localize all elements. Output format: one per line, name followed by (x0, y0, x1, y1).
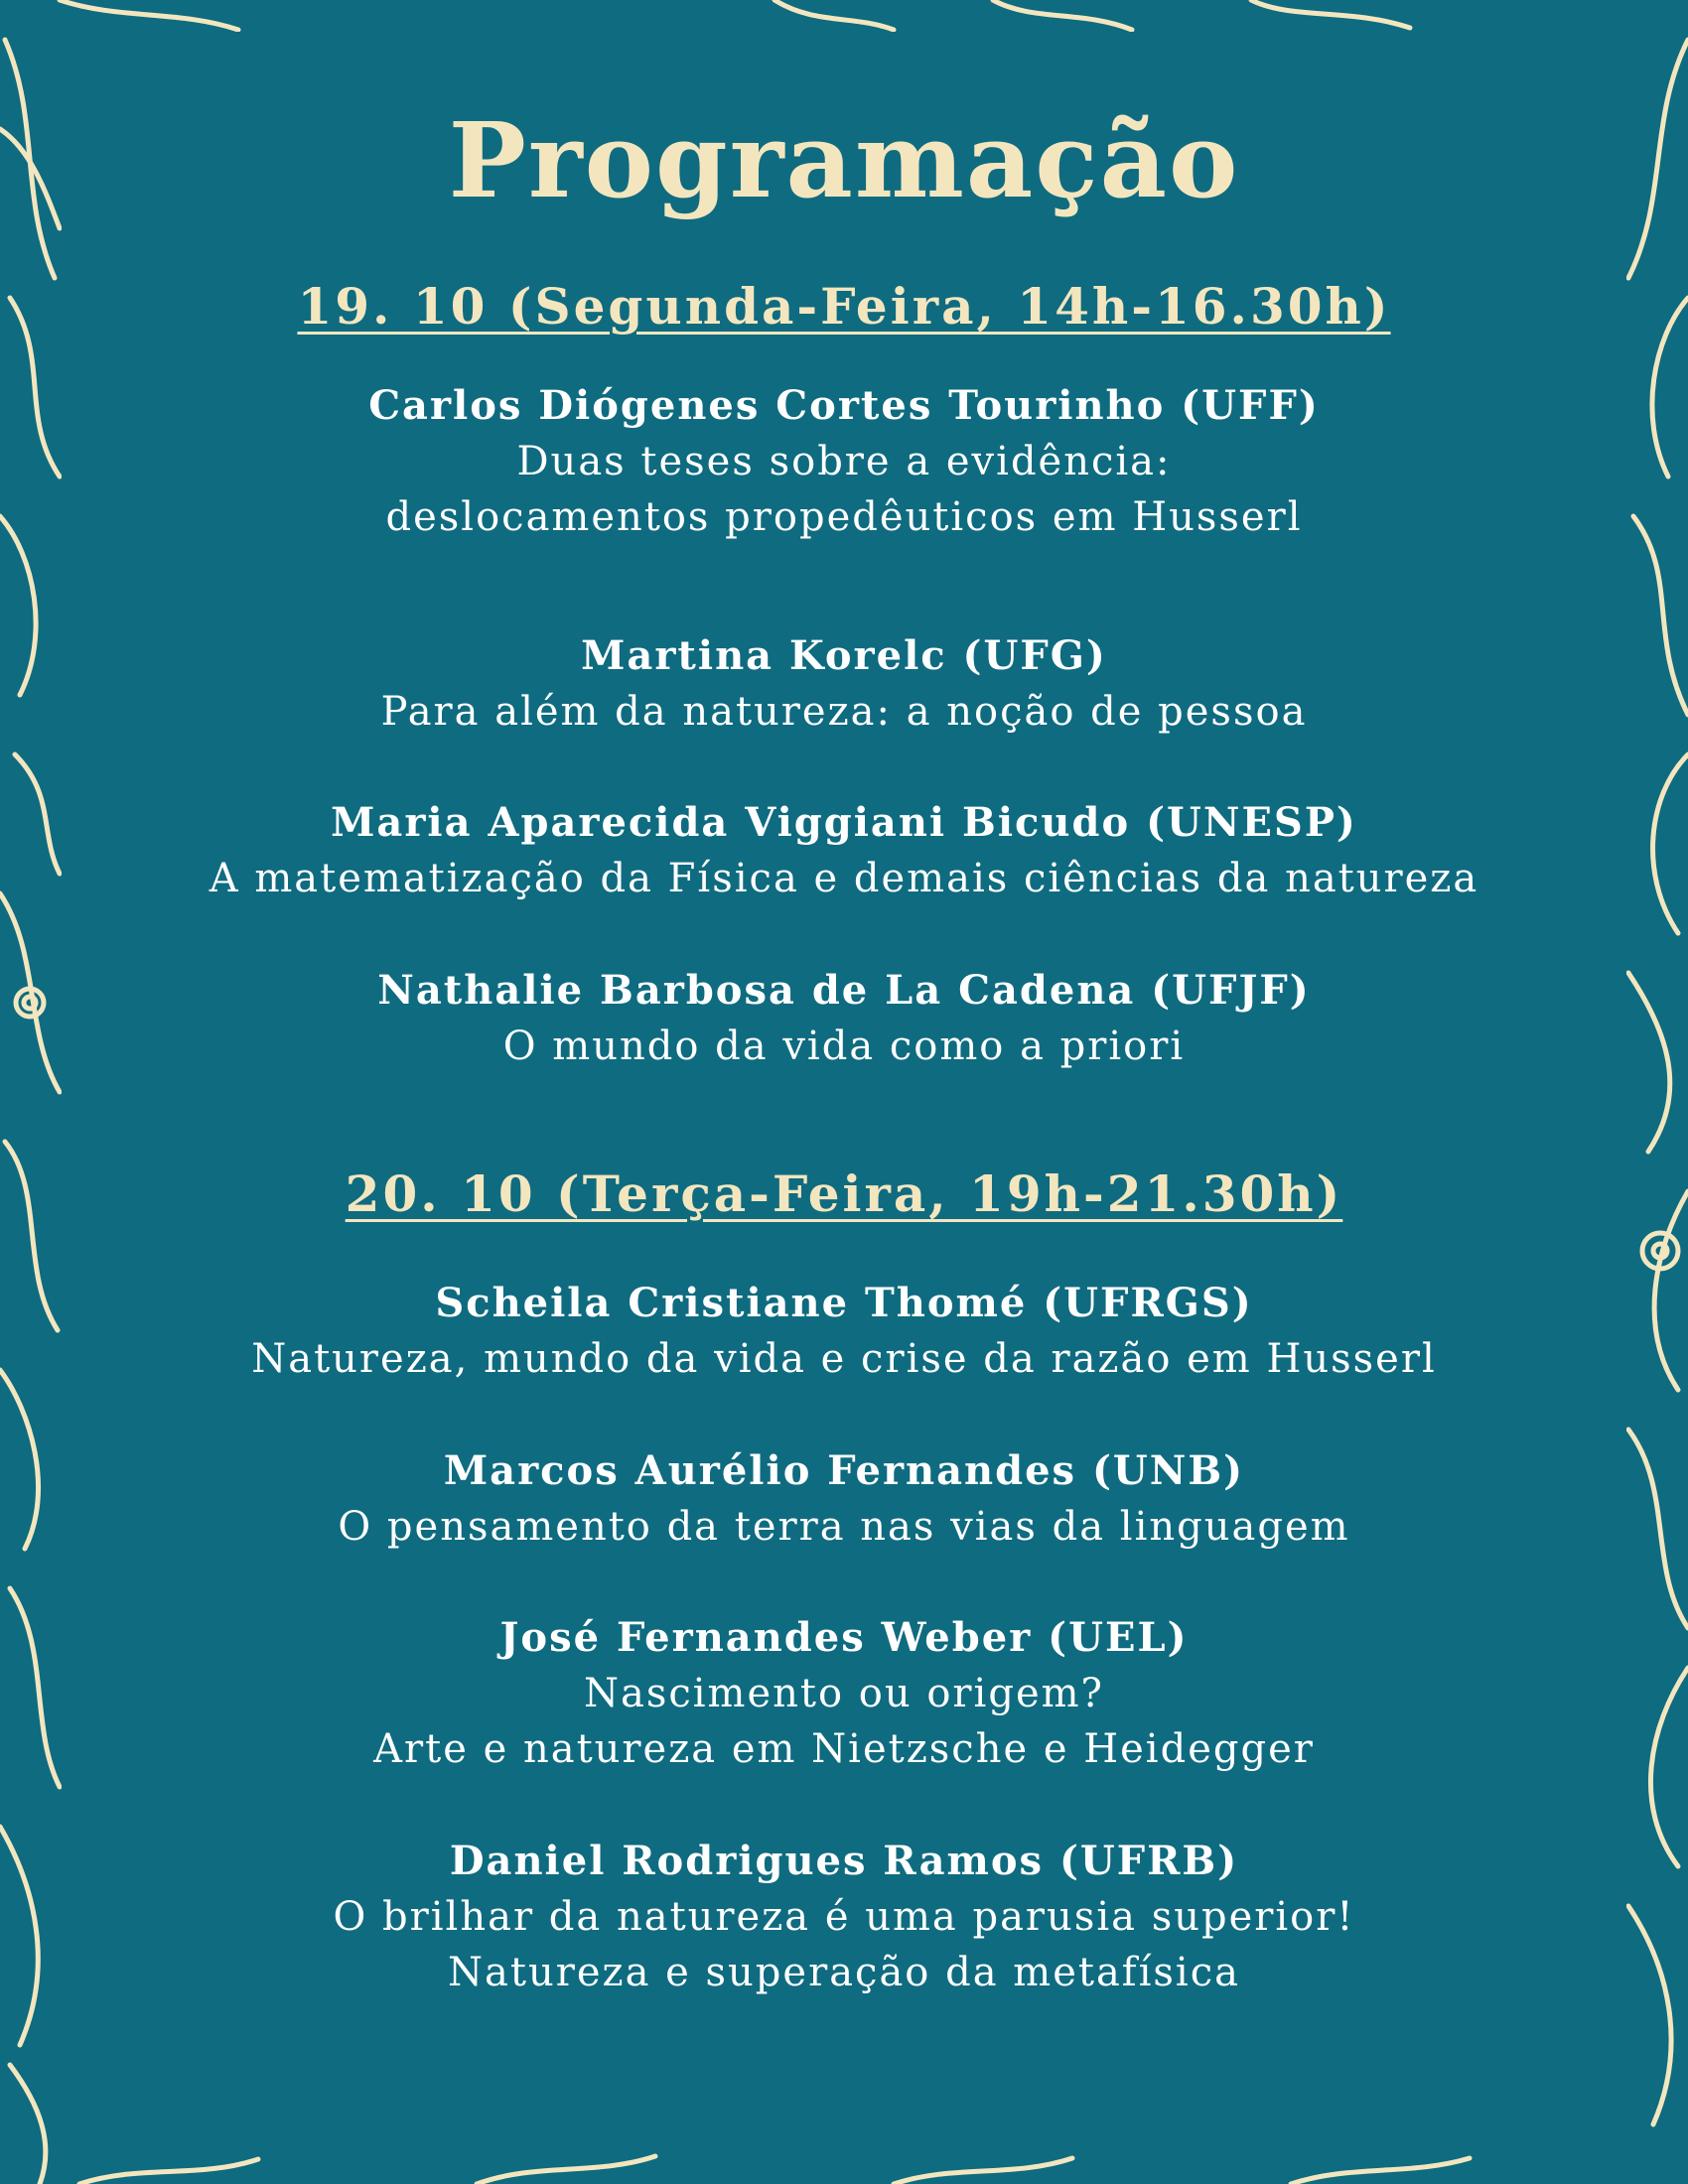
talk-item (62, 1443, 1626, 1555)
speaker-name: Scheila Cristiane Thomé (UFRGS) (435, 1280, 1253, 1326)
talk-title-line: O brilhar da natureza é uma parusia superior! (333, 1894, 1355, 1940)
speaker-name: Carlos Diógenes Cortes Tourinho (UFF) (368, 382, 1320, 429)
talk-title-line: Para além da natureza: a noção de pessoa (380, 689, 1308, 735)
day-heading-2 (62, 1164, 1626, 1223)
speaker-name: Daniel Rodrigues Ramos (UFRB) (449, 1838, 1239, 1884)
talk-item (62, 1276, 1626, 1387)
page-title: Programação (448, 99, 1240, 221)
program-panel (62, 32, 1626, 2152)
talk-title-line: O mundo da vida como a priori (502, 1024, 1186, 1069)
speaker-name: Nathalie Barbosa de La Cadena (UFJF) (377, 967, 1311, 1014)
talk-item (62, 378, 1626, 545)
speaker-name: Marcos Aurélio Fernandes (UNB) (443, 1447, 1245, 1494)
day-heading-2-text: 20. 10 (Terça-Feira, 19h-21.30h) (345, 1164, 1343, 1223)
talk-title-line: O pensamento da terra nas vias da linguagem (338, 1504, 1350, 1550)
talk-title-line: Duas teses sobre a evidência: (516, 439, 1172, 484)
day-heading-1 (62, 277, 1626, 336)
talk-title-line: A matematização da Física e demais ciências da natureza (209, 856, 1479, 901)
speaker-name: Martina Korelc (UFG) (581, 632, 1107, 679)
talk-item (62, 1610, 1626, 1777)
speaker-name: Maria Aparecida Viggiani Bicudo (UNESP) (331, 799, 1357, 846)
talk-title-line: Natureza, mundo da vida e crise da razão em Husserl (251, 1336, 1437, 1382)
talk-title-line: deslocamentos propedêuticos em Husserl (385, 494, 1303, 540)
talk-item (62, 1834, 1626, 2000)
talk-item (62, 795, 1626, 906)
speaker-name: José Fernandes Weber (UEL) (499, 1614, 1189, 1661)
talk-item (62, 963, 1626, 1074)
talk-item (62, 628, 1626, 740)
talk-title-line: Nascimento ou origem? (583, 1671, 1104, 1716)
talk-title-line: Natureza e superação da metafísica (448, 1950, 1240, 1995)
day-heading-1-text: 19. 10 (Segunda-Feira, 14h-16.30h) (297, 277, 1391, 336)
talk-title-line: Arte e natureza em Nietzsche e Heidegger (373, 1726, 1315, 1772)
